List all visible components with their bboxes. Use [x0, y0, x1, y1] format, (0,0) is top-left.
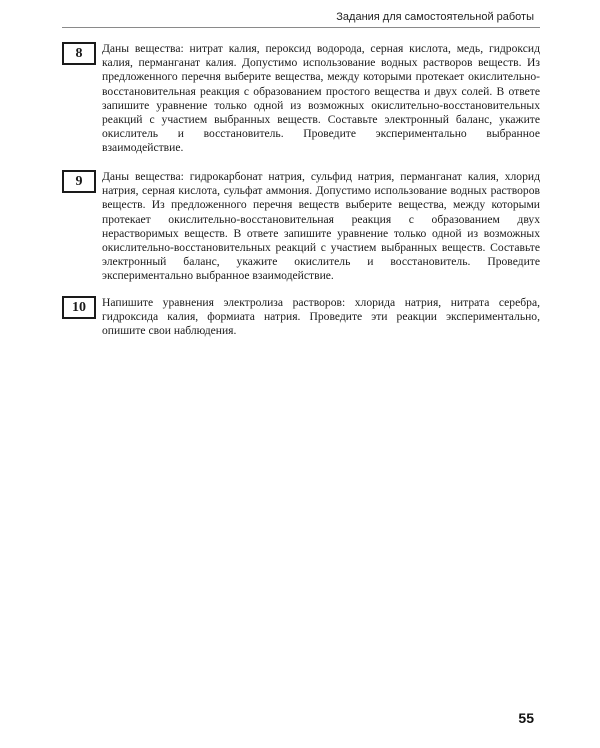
task-number-10: 10 [62, 296, 96, 319]
header-rule [62, 27, 540, 28]
task-text-9: Даны вещества: гидрокарбонат натрия, сульфид натрия, перманганат калия, хлорид натрия, серная кислота, сульфат аммония. Допустимо использование водных растворов веществ. Из предложенного перечня веществ выберите вещества, между которыми протекает окислительно-восстановительная реакция с образованием двух нерастворимых веществ. В ответе запишите уравнение только одной из возможных окислительно-восстановительных реакций с участием выбранных веществ. Составьте электронный баланс, укажите окислитель и восстановитель. Проведите экспериментально выбранное взаимодействие. [102, 170, 540, 283]
task-text-8: Даны вещества: нитрат калия, пероксид водорода, серная кислота, медь, гидроксид калия, перманганат калия. Допустимо использование водных растворов веществ. Из предложенного перечня выберите вещества, между которыми протекает окислительно-восстановительная реакция с образованием простого вещества и двух солей. В ответе запишите уравнение только одной из возможных окислительно-восстановительных реакций с участием выбранных веществ. Составьте электронный баланс, укажите окислитель и восстановитель. Проведите экспериментально выбранное взаимодействие. [102, 42, 540, 155]
page-number: 55 [518, 710, 534, 726]
task-number-9: 9 [62, 170, 96, 193]
task-text-10: Напишите уравнения электролиза растворов: хлорида натрия, нитрата серебра, гидроксида калия, формиата натрия. Проведите эти реакции экспериментально, опишите свои наблюдения. [102, 296, 540, 338]
task-number-8: 8 [62, 42, 96, 65]
running-header: Задания для самостоятельной работы [336, 11, 534, 23]
